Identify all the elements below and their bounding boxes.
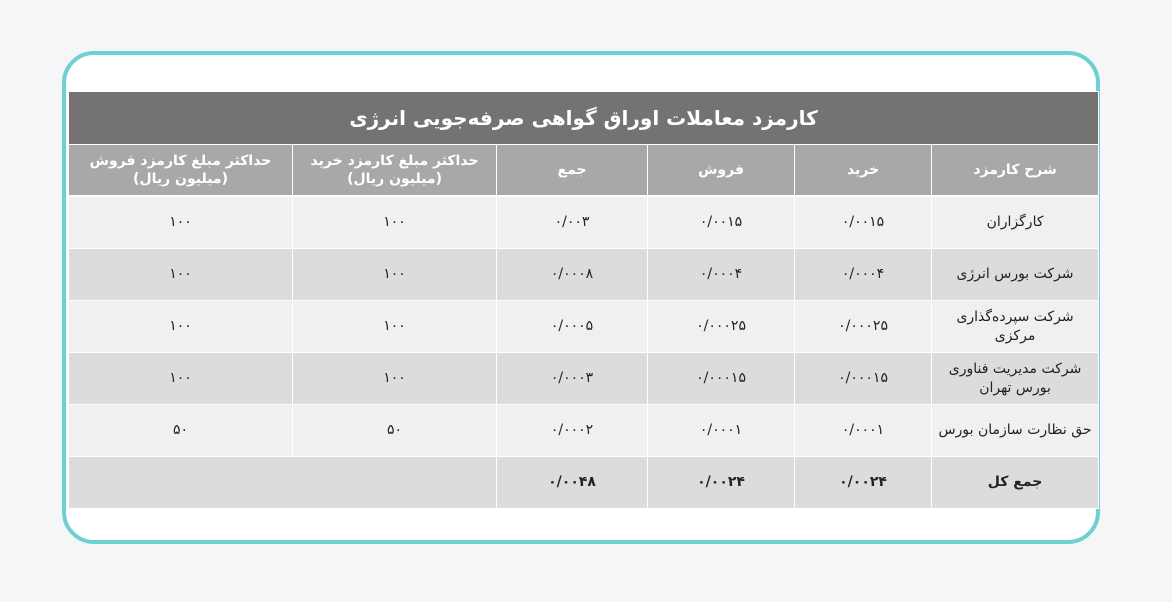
- cell-max-sell: ۱۰۰: [69, 196, 293, 249]
- header-max-buy: حداکثر مبلغ کارمزد خرید (میلیون ریال): [293, 145, 497, 197]
- cell-buy: ۰/۰۰۱۵: [795, 196, 932, 249]
- cell-buy: ۰/۰۰۰۱۵: [795, 353, 932, 405]
- cell-description: حق نظارت سازمان بورس: [932, 405, 1099, 457]
- title-row: [69, 92, 1099, 145]
- cell-sell: ۰/۰۰۰۱: [648, 405, 795, 457]
- cell-buy: ۰/۰۰۰۱: [795, 405, 932, 457]
- total-buy: ۰/۰۰۲۴: [795, 457, 932, 509]
- header-row: [69, 145, 1099, 197]
- cell-sell: ۰/۰۰۰۱۵: [648, 353, 795, 405]
- cell-max-sell: ۱۰۰: [69, 249, 293, 301]
- cell-max-buy: ۵۰: [293, 405, 497, 457]
- table-row: [69, 405, 1099, 457]
- table-title: کارمزد معاملات اوراق گواهی صرفه‌جویی انرژی: [69, 92, 1099, 145]
- cell-max-buy: ۱۰۰: [293, 301, 497, 353]
- fee-table: [68, 91, 1099, 509]
- cell-description: شرکت مدیریت فناوری بورس تهران: [932, 353, 1099, 405]
- total-sum: ۰/۰۰۴۸: [497, 457, 648, 509]
- cell-sum: ۰/۰۰۳: [497, 196, 648, 249]
- header-description: شرح کارمزد: [932, 145, 1099, 197]
- cell-description: شرکت سپرده‌گذاری مرکزی: [932, 301, 1099, 353]
- header-max-sell: حداکثر مبلغ کارمزد فروش (میلیون ریال): [69, 145, 293, 197]
- cell-max-buy: ۱۰۰: [293, 196, 497, 249]
- table-row: [69, 249, 1099, 301]
- total-sell: ۰/۰۰۲۴: [648, 457, 795, 509]
- cell-buy: ۰/۰۰۰۲۵: [795, 301, 932, 353]
- cell-max-buy: ۱۰۰: [293, 249, 497, 301]
- cell-buy: ۰/۰۰۰۴: [795, 249, 932, 301]
- cell-sum: ۰/۰۰۰۵: [497, 301, 648, 353]
- table-row: [69, 301, 1099, 353]
- cell-sum: ۰/۰۰۰۲: [497, 405, 648, 457]
- cell-sell: ۰/۰۰۱۵: [648, 196, 795, 249]
- cell-max-buy: ۱۰۰: [293, 353, 497, 405]
- cell-max-sell: ۱۰۰: [69, 353, 293, 405]
- header-sum: جمع: [497, 145, 648, 197]
- table-row: [69, 196, 1099, 249]
- total-empty: [69, 457, 497, 509]
- cell-sell: ۰/۰۰۰۲۵: [648, 301, 795, 353]
- total-label: جمع کل: [932, 457, 1099, 509]
- cell-sum: ۰/۰۰۰۳: [497, 353, 648, 405]
- table-row: [69, 353, 1099, 405]
- header-sell: فروش: [648, 145, 795, 197]
- cell-sum: ۰/۰۰۰۸: [497, 249, 648, 301]
- header-buy: خرید: [795, 145, 932, 197]
- fee-table-container: [68, 91, 1098, 509]
- cell-sell: ۰/۰۰۰۴: [648, 249, 795, 301]
- total-row: [69, 457, 1099, 509]
- cell-max-sell: ۵۰: [69, 405, 293, 457]
- cell-description: شرکت بورس انرژی: [932, 249, 1099, 301]
- cell-max-sell: ۱۰۰: [69, 301, 293, 353]
- cell-description: کارگزاران: [932, 196, 1099, 249]
